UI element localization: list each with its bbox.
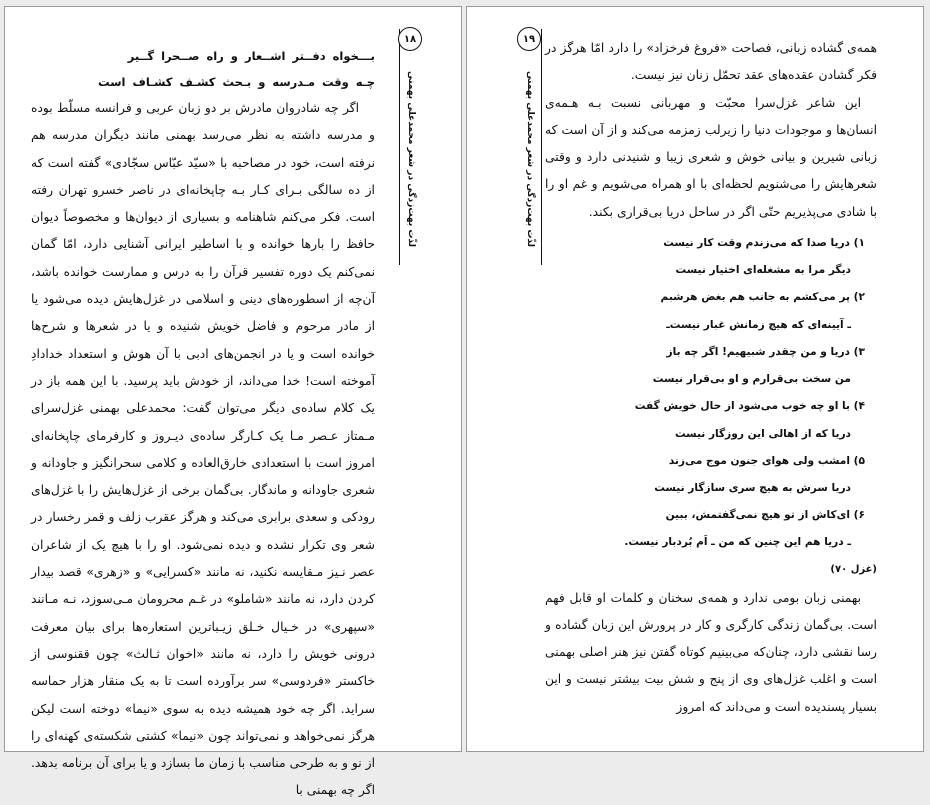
poem-verse: دریا سرش به هیچ سری سازگار نیست [654,481,851,494]
text-line: استعاره‌ها برای بیان معرفت درونی خویش را دارد، نه مانند «اخوان ثـالث» [31,619,376,661]
poem-verse: ـ دریا هم این چنین که من ـ اَم بُردبار نیست. [624,536,851,549]
text-line: از دیوان‌ها و مخصوصاً دیوان حافظ را بارها خوانده و با اساطیر ایرانی آشنایی [31,210,375,252]
text-line: در غـم محرومان مـی‌سوزد، نـه مـانند «سپهری» در خـیال خـلق زیـباترین [31,592,375,634]
ghazal-reference: (غزل ٧٠) [830,563,877,575]
poem-verse: ـ آیینه‌ای که هیچ زمانش غبار نیست‌ـ [666,318,851,331]
text-line: نکنید، نه مانند «کسرایی» و «زهری» قصد بیدار کردن دارد، نه مانند «شاملو» [31,565,375,607]
text-line: چون ققنوسی از خاکستر «فردوسی» سر برآورده است تا به یک منقار هزار [31,646,375,689]
text-line: خوش و شعری زیبا و شنیدنی دارد و وقتی شعرهایش را می‌شنویم لحظه‌ای [545,150,877,192]
text-line: این شاعر غزل‌سرا محبّت و مهربانی نسبت بـه هـمه‌ی انسان‌ها و [545,95,877,137]
text-line: هرگز نمی‌خواهد و نمی‌تواند چون «نیما» کشتی شکسته‌ی کهنه‌ای را از نو و [31,728,375,771]
poem-verse: ۵) امشب ولی هوای جنون موج می‌زند [668,454,865,467]
poem-verse: دریا که از اهالی این روزگار نیست [674,427,851,440]
left-page-side-strip [399,29,422,265]
poem-verse: ۴) با او چه خوب می‌شود از حال خویش گفت [634,400,865,413]
text-line: از پنج و شش بیت بیشتر نیست و این بسیار پسندیده است و می‌داند که امروز [545,672,877,714]
right-running-title: لذّت بهت‌زدگی در شعر محمدعلی بهمنی [525,71,535,247]
poem-verse: ١) دریا صدا که می‌زندم وقت کار نیست [663,237,865,250]
text-line: رودکی و سعدی برابری می‌کند و هرگز عقرب زلف و قمر رخسار در شعر وی [31,510,375,552]
poem-verses [545,230,865,556]
text-line: با او همراه می‌شویم و غم او را با شادی می‌پذیریم حتّی اگر در ساحل دریا [545,177,877,219]
right-page-side-strip [519,29,542,265]
text-line: عقده‌های عقد تحمّل زنان نیز نیست. [630,68,815,83]
poem-verse: دیگر مرا به مشغله‌ای اختیار نیست [675,264,851,277]
poem-verse: ٣) دریا و من چقدر شبیهیم! اگر چه باز [666,345,865,358]
text-line: حماسه سراید. اگر چه خود همیشه دیده به سوی «نیما» دوخته است لیکن [31,674,375,716]
text-line: باشد، آن‌چه از اسطوره‌های دینی و اسلامی در غزل‌هایش دیده می‌شود یا از [31,264,375,334]
text-line: موجودات دنیا را زیرلب زمزمه می‌کند و از آن است که زبانی شیرین و بیانی [545,122,878,165]
text-line: چنان‌که می‌بینیم کوتاه گفتن نیز هنر اصلی بهمنی است و اغلب غزل‌های وی [545,645,877,687]
page-number-19: ١٩ [517,27,541,51]
text-line: مادر مرحوم و فاضل خویش شنیده و یا در شعرها و شرح‌ها خوانده است و یا [31,319,375,361]
closing-paragraph [545,585,877,721]
text-line: مصاحبه با «سیّد عبّاس سجّادی» گفته است که از ده سالگی بـرای کـار بـه [31,155,375,197]
text-line: بهمنی زبان بومی ندارد و همه‌ی سخنان و کلمات او قابل فهم است. [545,590,877,632]
text-line: بی‌قراری بکند. [588,204,663,219]
text-line: کارفرمای چاپخانه‌ای امروز است با استعدادی خارق‌العاده و کلامی سحرانگیز و [31,428,375,470]
left-page [4,6,462,798]
text-line: محمدعلی بهمنی غزل‌سرای مـمتاز عـصر مـا یک کـارگر ساده‌ی دیـروز و [31,401,375,443]
poem-heading-line-2: چـه وقت مـدرسه و بـحث کشـف کشـاف است [98,75,375,89]
poem-verse: ٢) پر می‌کشم به جانب هم بغض هرشبم [660,291,865,304]
text-line: چاپخانه‌ای در ناصر خسرو تهران رفته است. فکر می‌کنم شاهنامه و بسیاری [31,182,375,225]
text-line: همه‌ی گشاده زبانی، فصاحت «فروغ فرخزاد» را دارد امّا هرگز در فکر گشادن [545,41,877,83]
left-running-title: لذّت بهت‌زدگی در شعر محمدعلی بهمنی [406,71,416,247]
body-paragraph [545,90,877,226]
poem-verse: ۶) ای‌کاش از تو هیچ نمی‌گفتمش، ببین [665,509,865,522]
text-line: داشته به نظر می‌رسد بهمنی مانند دیگران مدرسه هم نرفته است، خود در [31,128,375,170]
left-paragraph [31,95,375,805]
right-page [466,6,924,752]
poem-heading-line-1: بـــخواه دفــتر اشــعار و راه صــحرا گــیر [127,49,375,63]
page-number-18: ١٨ [398,27,422,51]
text-line: به طرحی مناسب با زمان ما بسازد و یا برای آن برنامه بدهد. اگر چه بهمنی با [31,756,375,798]
intro-paragraph [545,35,877,90]
text-line: بی‌گمان زندگی کارگری و کار در پرورش این زبان گشاده و رسا نقشی دارد، [545,617,877,660]
text-line: تکرار نشده و دیده نمی‌شود. او را با هیچ یک از شاعران عصر نـیز مـقایسه [31,537,375,580]
right-text-block [545,35,877,721]
text-line: دارد، امّا گمان نمی‌کنم یک دوره تفسیر قرآن را به درس و ممارست خوانده [31,237,375,279]
text-line: در انجمن‌های ادبی با آن هوش و استعداد خدادادِ آموخته است! خدا می‌داند، [31,346,375,388]
poem-verse: من سخت بی‌قرارم و او بی‌قرار نیست [652,373,851,386]
text-line: اگر چه شادروان مادرش بر دو زبان عربی و فرانسه مسلّط بوده و مدرسه [31,101,375,143]
text-line: از خودش باید پرسید. با این همه باز در یک کلام ساده‌ی دیگر می‌توان گفت: [31,373,375,416]
left-text-block [31,43,375,805]
text-line: جاودانه و شعری جاودانه و ماندگار. بی‌گمان برخی از غزل‌هایش را با غزل‌های [31,455,375,498]
